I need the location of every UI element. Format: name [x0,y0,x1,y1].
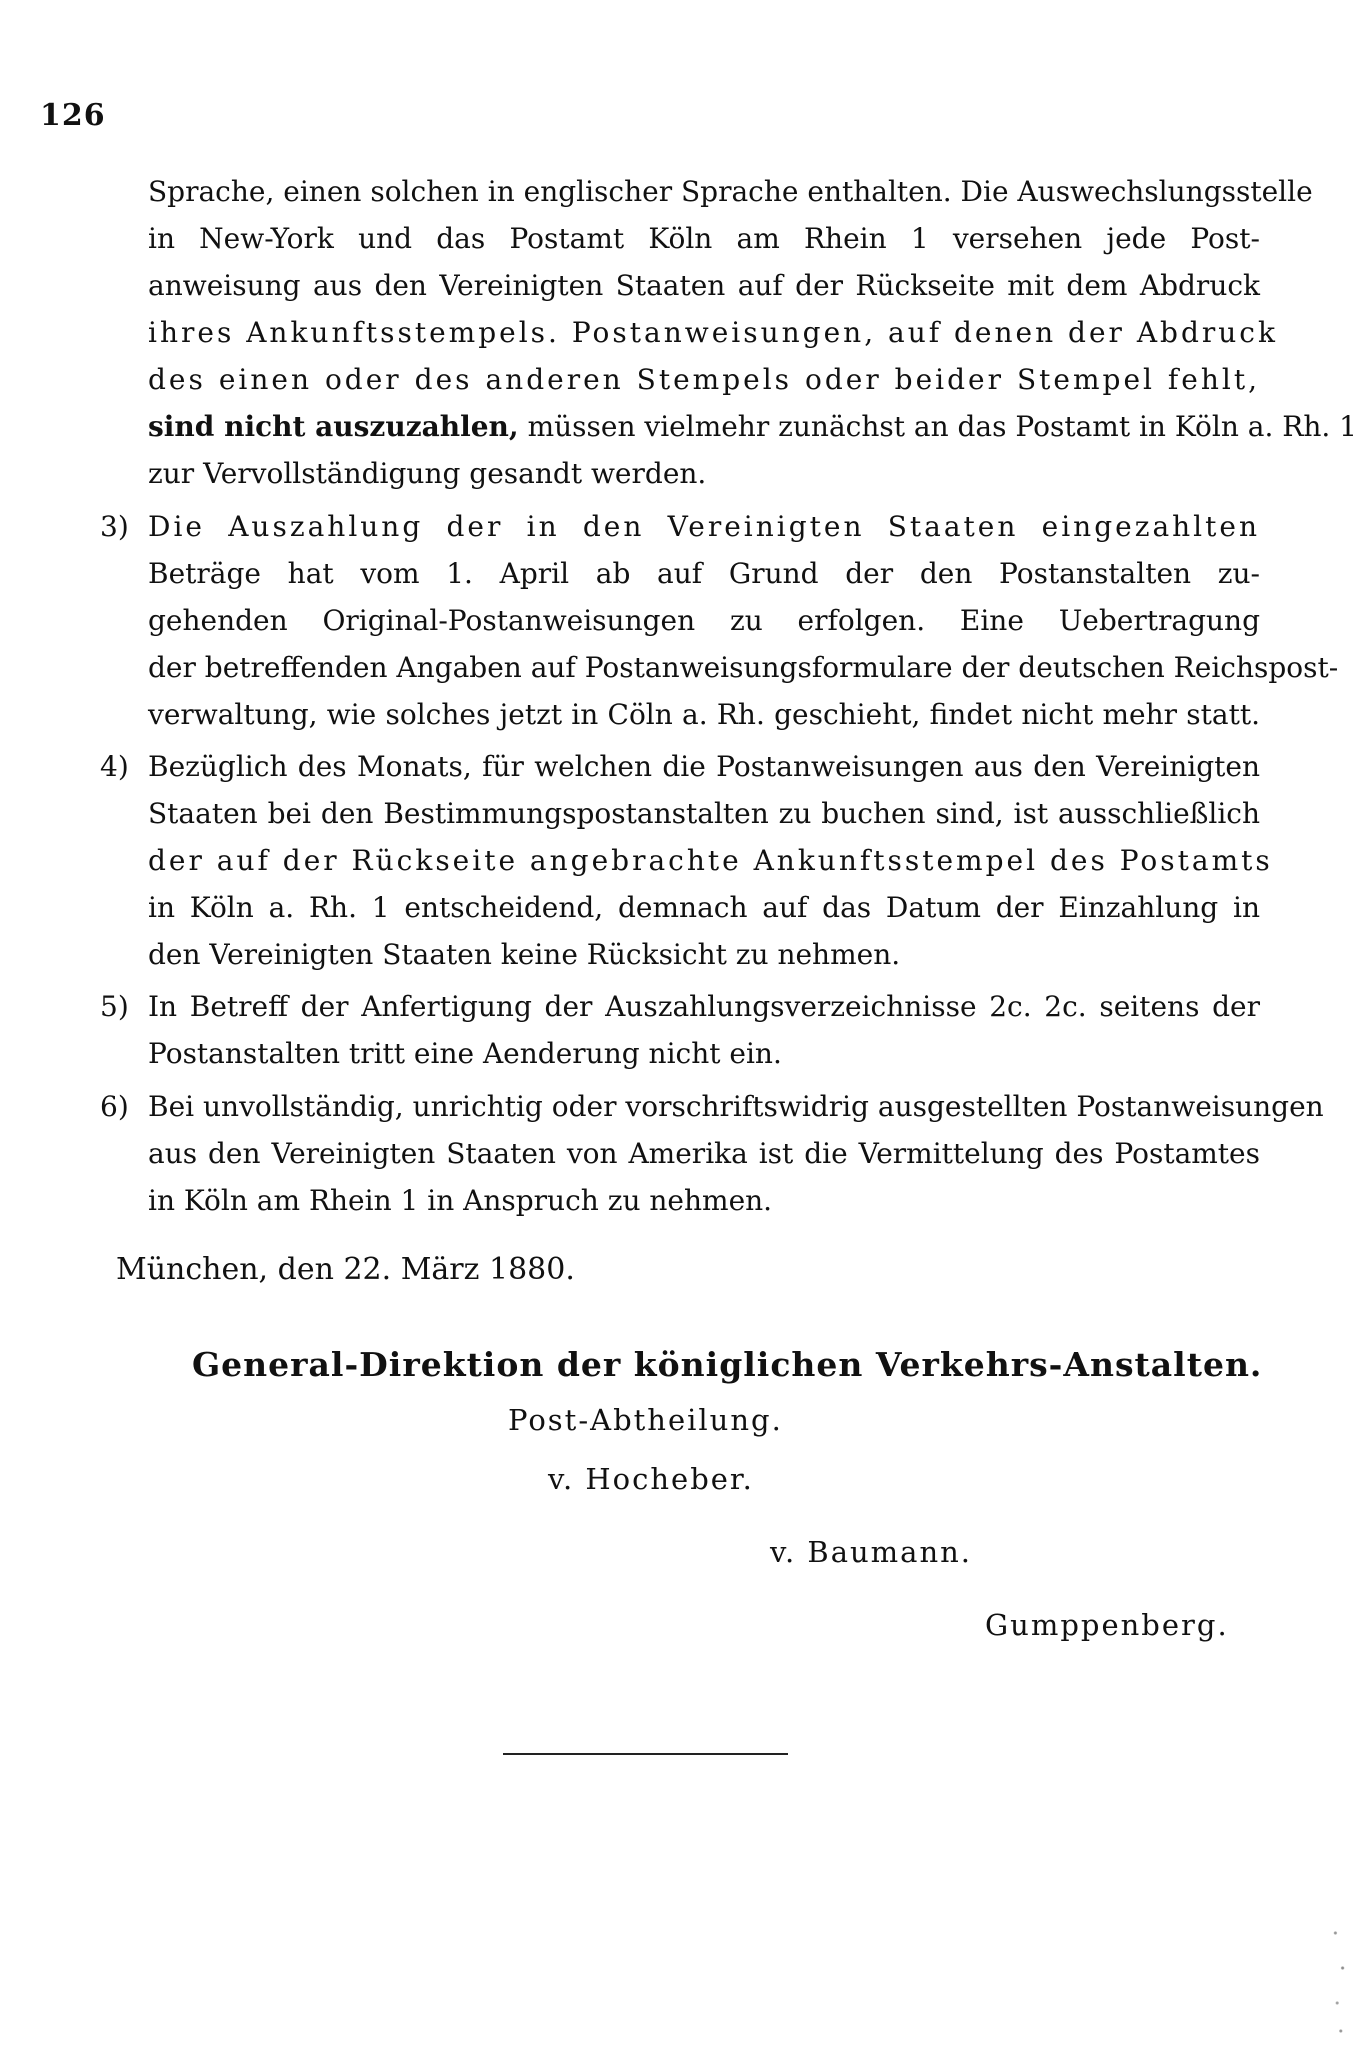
signature: v. Hocheber. [548,1462,754,1496]
text-line: zur Vervollständigung gesandt werden. [148,457,707,490]
text-line: Staaten bei den Bestimmungspostanstalten zu buchen sind, ist ausschließlich [148,797,1260,830]
text-line: in New-York und das Postamt Köln am Rhein 1 versehen jede Post- [148,222,1260,255]
text-line: In Betreff der Anfertigung der Auszahlungsverzeichnisse 2c. 2c. seitens der [148,990,1260,1023]
text-line: aus den Vereinigten Staaten von Amerika ist die Vermittelung des Postamtes [148,1137,1260,1170]
text-line: des einen oder des anderen Stempels oder beider Stempel fehlt, [148,363,1260,396]
text-segment: müssen vielmehr zunächst an das Postamt in Köln a. Rh. 1 [527,410,1357,443]
page-number: 126 [40,98,106,133]
department-name: Post-Abtheilung. [508,1403,783,1437]
signature: Gumppenberg. [985,1608,1229,1642]
item-number: 3) [100,510,129,543]
signature: v. Baumann. [770,1535,973,1569]
text-line: Postanstalten tritt eine Aenderung nicht ein. [148,1037,782,1070]
text-line: ihres Ankunftsstempels. Postanweisungen, auf denen der Abdruck [148,316,1278,349]
text-line: in Köln a. Rh. 1 entscheidend, demnach auf das Datum der Einzahlung in [148,891,1260,924]
text-line: anweisung aus den Vereinigten Staaten auf der Rückseite mit dem Abdruck [148,269,1260,302]
text-line: Bezüglich des Monats, für welchen die Postanweisungen aus den Vereinigten [148,750,1260,783]
closing-rule [503,1753,788,1755]
text-line: gehenden Original-Postanweisungen zu erfolgen. Eine Uebertragung [148,604,1260,637]
issuing-authority: General-Direktion der königlichen Verkehrs-Anstalten. [192,1345,1263,1384]
text-line: Die Auszahlung der in den Vereinigten Staaten eingezahlten [148,510,1260,543]
item-number: 6) [100,1090,129,1123]
text-line: in Köln am Rhein 1 in Anspruch zu nehmen. [148,1184,773,1217]
text-line: verwaltung, wie solches jetzt in Cöln a. Rh. geschieht, findet nicht mehr statt. [148,698,1260,731]
text-line: Bei unvollständig, unrichtig oder vorschriftswidrig ausgestellten Postanweisungen [148,1090,1324,1123]
text-line: den Vereinigten Staaten keine Rücksicht zu nehmen. [148,938,901,971]
item-number: 5) [100,990,129,1023]
scan-artifact [1330,1905,1348,2045]
text-line: der auf der Rückseite angebrachte Ankunftsstempel des Postamts [148,844,1273,877]
text-line: der betreffenden Angaben auf Postanweisungsformulare der deutschen Reichspost- [148,651,1339,684]
text-line: Beträge hat vom 1. April ab auf Grund der den Postanstalten zu- [148,557,1260,590]
date-line: München, den 22. März 1880. [116,1252,575,1287]
text-line [148,410,1357,444]
item-number: 4) [100,750,129,783]
emphasis-text: sind nicht auszuzahlen, [148,410,519,443]
text-line: Sprache, einen solchen in englischer Sprache enthalten. Die Auswechslungsstelle [148,175,1313,208]
